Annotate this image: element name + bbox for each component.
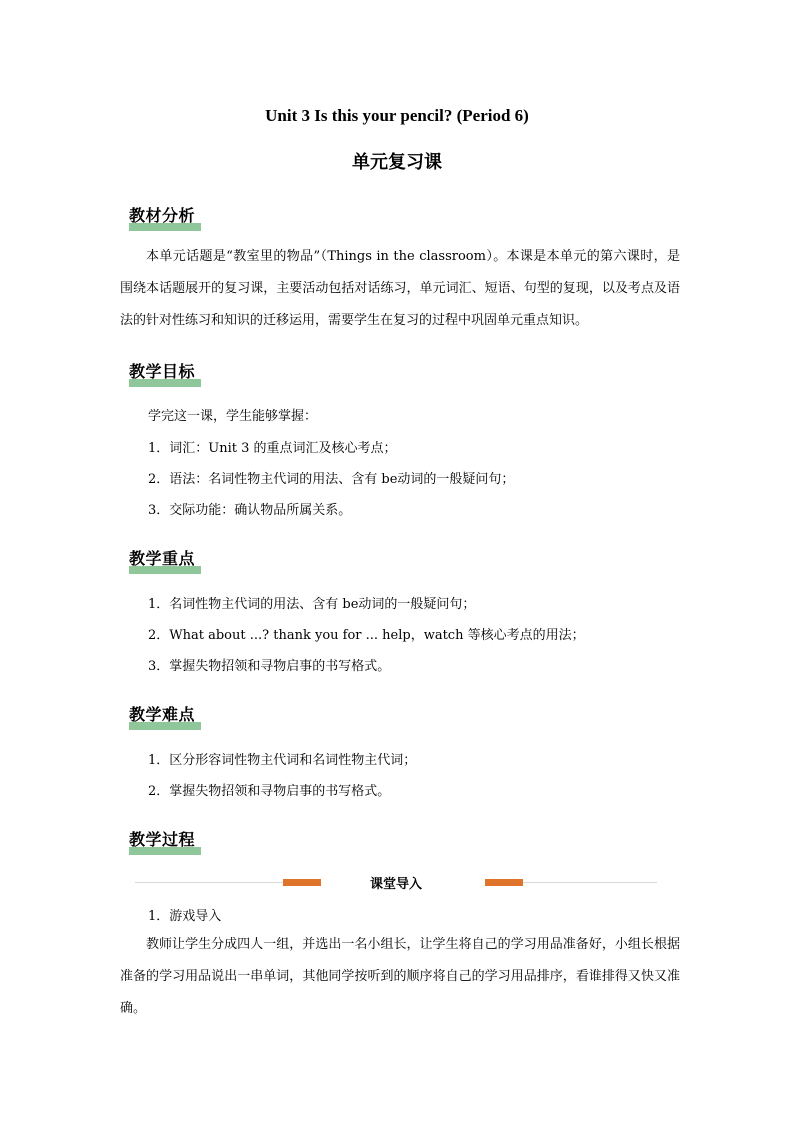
difficulty-item: 2．掌握失物招领和寻物启事的书写格式。 [148, 784, 391, 799]
section-heading-objectives [129, 359, 195, 387]
objective-item: 3．交际功能：确认物品所属关系。 [148, 503, 352, 518]
process-step: 1．游戏导入 [148, 909, 222, 924]
objective-item: 2．语法：名词性物主代词的用法、含有 be动词的一般疑问句； [148, 472, 515, 487]
objective-item: 1．词汇：Unit 3 的重点词汇及核心考点； [148, 441, 397, 456]
section-divider [135, 877, 657, 892]
section-heading-text: 教学过程 [129, 830, 196, 849]
section-heading-text: 教学难点 [129, 705, 196, 724]
divider-line-right [523, 882, 657, 883]
analysis-paragraph: 本单元话题是“教室里的物品”（Things in the classroom）。本课是本单元的第六课时，是围绕本话题展开的复习课，主要活动包括对话练习，单元词汇、短语、句型的复现，以及考点及语法的针对性练习和知识的迁移运用，需要学生在复习的过程中巩固单元重点知识。 [120, 249, 680, 328]
section-heading-analysis [129, 203, 195, 231]
section-heading-text: 教材分析 [129, 206, 196, 225]
difficulty-item: 1．区分形容词性物主代词和名词性物主代词； [148, 753, 417, 768]
divider-accent-right [485, 879, 523, 886]
section-heading-text: 教学重点 [129, 549, 196, 568]
section-heading-text: 教学目标 [129, 362, 196, 381]
process-paragraph: 教师让学生分成四人一组，并选出一名小组长，让学生将自己的学习用品准备好，小组长根据准备的学习用品说出一串单词，其他同学按听到的顺序将自己的学习用品排序，看谁排得又快又准确。 [120, 937, 680, 1016]
lesson-subtitle: 单元复习课 [352, 152, 442, 173]
objectives-intro: 学完这一课，学生能够掌握： [148, 409, 318, 424]
key-point-item: 3．掌握失物招领和寻物启事的书写格式。 [148, 659, 391, 674]
section-heading-process [129, 827, 195, 855]
key-point-item: 1．名词性物主代词的用法、含有 be动词的一般疑问句； [148, 597, 476, 612]
divider-label: 课堂导入 [369, 877, 422, 892]
section-heading-difficulties [129, 702, 195, 730]
lesson-title: Unit 3 Is this your pencil? (Period 6) [265, 106, 529, 125]
key-point-item: 2．What about ...? thank you for ... help，watch 等核心考点的用法； [148, 628, 585, 643]
section-heading-key-points [129, 546, 195, 574]
